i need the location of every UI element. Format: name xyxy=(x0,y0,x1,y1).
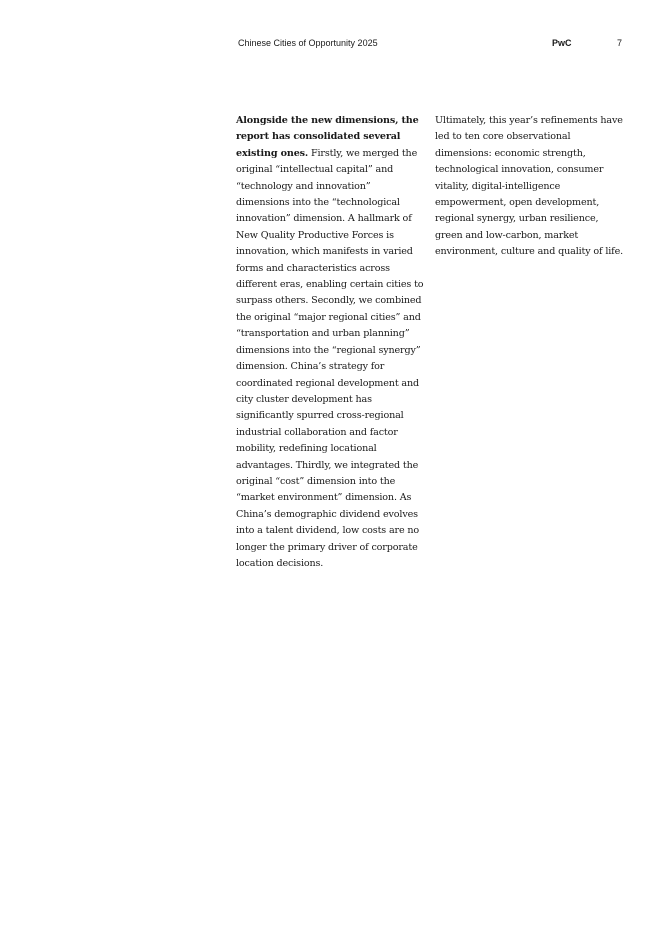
page-header xyxy=(238,36,622,50)
brand-name: PwC xyxy=(552,38,572,48)
right-column xyxy=(435,113,625,261)
page-number: 7 xyxy=(616,38,622,48)
lead-sentence: Alongside the new dimensions, the report has consolidated several existing ones. xyxy=(236,115,419,159)
left-column xyxy=(236,113,424,572)
left-paragraph xyxy=(236,113,424,572)
report-title: Chinese Cities of Opportunity 2025 xyxy=(238,38,378,48)
left-paragraph-text: Firstly, we merged the original “intellectual capital” and “technology and innovation” dimensions into the “technological innovation” dimension. A hallmark of New Quality Productive Forces is innovation, which manifests in varied forms and characteristics across different eras, enabling certain cities to surpass others. Secondly, we combined the original “major regional cities” and “transportation and urban planning” dimensions into the “regional synergy” dimension. China’s strategy for coordinated regional development and city cluster development has significantly spurred cross-regional industrial collaboration and factor mobility, redefining locational advantages. Thirdly, we integrated the original “cost” dimension into the “market environment” dimension. As China’s demographic dividend evolves into a talent dividend, low costs are no longer the primary driver of corporate location decisions. xyxy=(236,147,424,569)
right-paragraph: Ultimately, this year’s refinements have led to ten core observational dimensions: economic strength, technological innovation, consumer vitality, digital-intelligence empowerment, open development, regional synergy, urban resilience, green and low-carbon, market environment, culture and quality of life. xyxy=(435,115,623,258)
